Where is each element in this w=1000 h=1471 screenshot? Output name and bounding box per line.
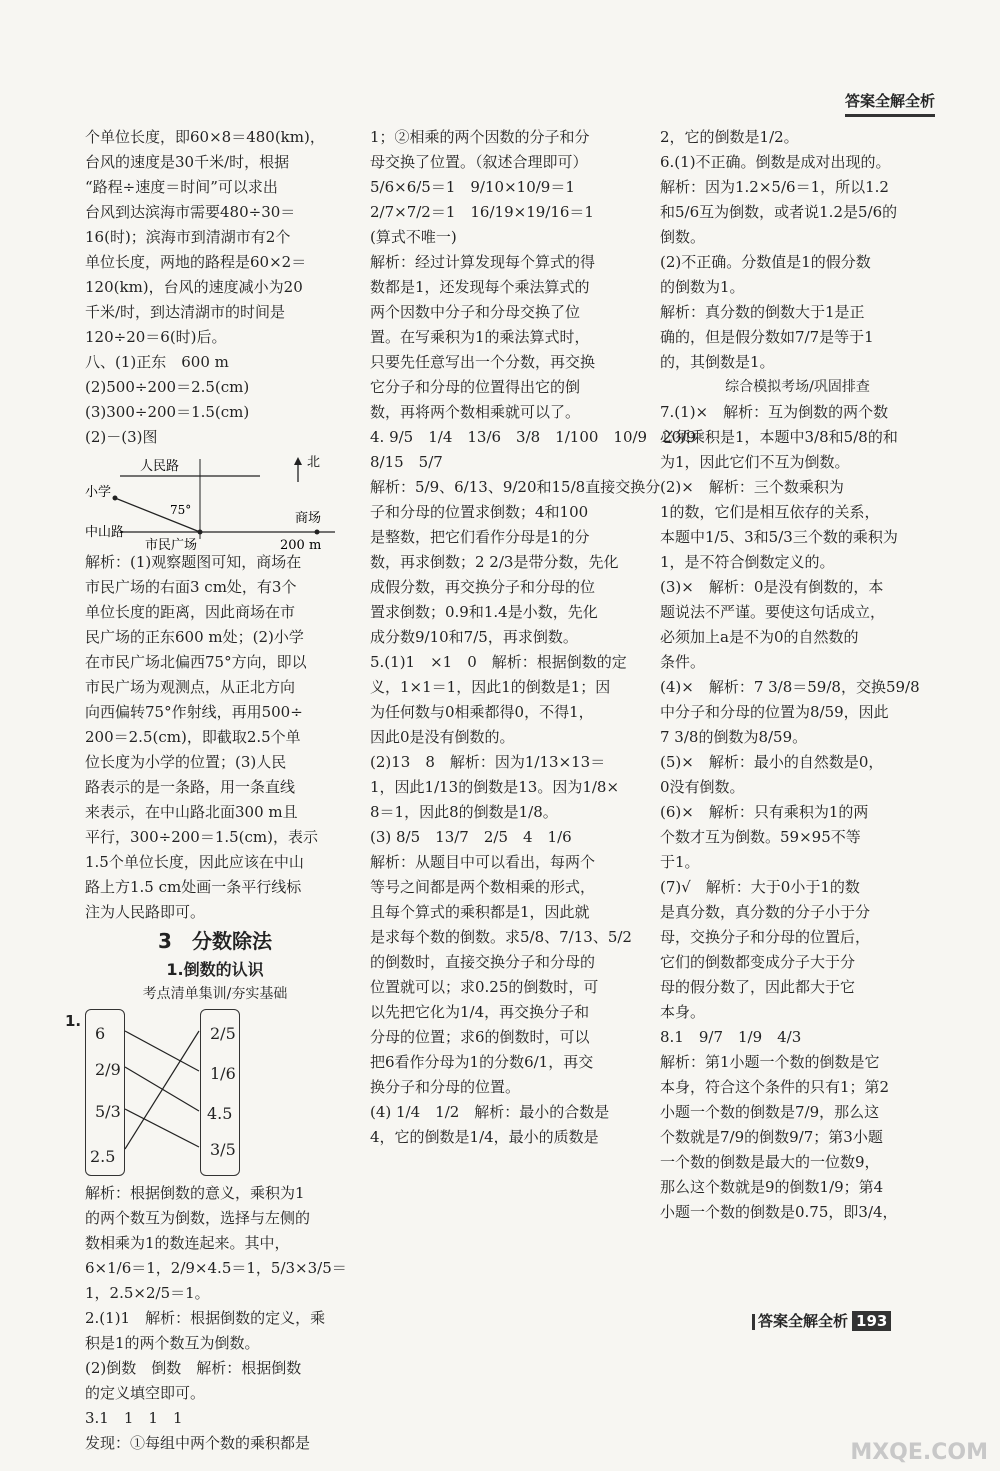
left-item: 2.5 [90, 1147, 116, 1166]
explanation-line: 是求每个数的倒数。求5/8、7/13、5/2 [370, 928, 632, 946]
question-7-line: 为1，因此它们不互为倒数。 [660, 453, 850, 471]
text-line: 2，它的倒数是1/2。 [660, 128, 799, 146]
text-line: 个单位长度，即60×8＝480(km)， [85, 128, 325, 146]
left-item: 5/3 [95, 1102, 121, 1121]
question-1-number: 1. [65, 1012, 82, 1030]
question-6-line: 的，其倒数是1。 [660, 353, 775, 371]
question-7-line: 本身。 [660, 1003, 706, 1021]
label-mall: 商场 [295, 511, 322, 526]
question-7-line: 于1。 [660, 853, 700, 871]
question-5-line: (3) 8/5 13/7 2/5 4 1/6 [370, 828, 572, 846]
text-line: 单位长度，两地的路程是60×2＝ [85, 253, 307, 271]
question-7-line: (4)× 解析：7 3/8＝59/8，交换59/8 [660, 678, 920, 696]
question-5-line: 1，因此1/13的倒数是13。因为1/8× [370, 778, 620, 796]
question-7-line: (2)× 解析：三个数乘积为 [660, 478, 844, 496]
explanation-line: 数相乘为1的数连起来。其中， [85, 1234, 290, 1252]
question-6-line: 的倒数为1。 [660, 278, 745, 296]
explanation-line: 本身，符合这个条件的只有1；第2 [660, 1078, 890, 1096]
explanation-line: 位置就可以；求0.25的倒数时，可 [370, 978, 599, 996]
question-7-line: 本题中1/5、3和5/3三个数的乘积为 [660, 528, 898, 546]
explanation-line: 等号之间都是两个数相乘的形式， [370, 878, 596, 896]
text-line: 台风到达滨海市需要480÷30＝ [85, 203, 296, 221]
explanation-line: 置。在写乘积为1的乘法算式时， [370, 328, 590, 346]
explanation-line: 一个数的倒数是最大的一位数9， [660, 1153, 880, 1171]
question-7-line: 必须加上a是不为0的自然数的 [660, 628, 859, 646]
question-7-line: 1，是不符合倒数定义的。 [660, 553, 835, 571]
explanation-line: 解析：根据倒数的意义，乘积为1 [85, 1184, 305, 1202]
footer-bar-icon [752, 1314, 755, 1330]
explanation-line: 它分子和分母的位置得出它的倒 [370, 378, 581, 396]
explanation-line: 民广场的正东600 m处；(2)小学 [85, 628, 304, 646]
explanation-line: 的倒数时，直接交换分子和分母的 [370, 953, 596, 971]
text-line: 16(时)；滨海市到清湖市有2个 [85, 228, 291, 246]
explanation-line: 以先把它化为1/4，再交换分子和 [370, 1003, 590, 1021]
exercise-tag: 综合模拟考场/巩固排查 [725, 379, 870, 395]
question-6-line: 倒数。 [660, 228, 706, 246]
question-3-line: 发现：①每组中两个数的乘积都是 [85, 1434, 311, 1452]
explanation-line: 解析：经过计算发现每个算式的得 [370, 253, 596, 271]
explanation-line: 只要先任意写出一个分数，再交换 [370, 353, 596, 371]
explanation-line: 来表示，在中山路北面300 m且 [85, 803, 298, 821]
label-renmin-road: 人民路 [140, 459, 180, 474]
question-7-line: (3)× 解析：0是没有倒数的，本 [660, 578, 884, 596]
explanation-line: 数，再求倒数；2 2/3是带分数，先化 [370, 553, 619, 571]
right-item: 4.5 [207, 1104, 233, 1123]
question-6-line: 解析：真分数的倒数大于1是正 [660, 303, 865, 321]
header-title: 答案全解全析 [845, 90, 935, 117]
explanation-line: 向西偏转75°作射线，再用500÷ [85, 703, 303, 721]
question-7-line: 中分子和分母的位置为8/59，因此 [660, 703, 889, 721]
map-diagram [85, 454, 345, 553]
explanation-line: 小题一个数的倒数是0.75，即3/4， [660, 1203, 898, 1221]
explanation-line: 且每个算式的乘积都是1，因此就 [370, 903, 590, 921]
explanation-line: 子和分母的位置求倒数；4和100 [370, 503, 589, 521]
explanation-line: 市民广场的右面3 cm处，有3个 [85, 578, 297, 596]
question-6-line: 解析：因为1.2×5/6＝1，所以1.2 [660, 178, 889, 196]
school-point [113, 496, 118, 501]
matching-exercise [65, 1009, 345, 1179]
label-square: 市民广场 [145, 538, 198, 553]
explanation-line: 解析：5/9、6/13、9/20和15/8直接交换分 [370, 478, 661, 496]
question-8-line: (2)500÷200＝2.5(cm) [85, 378, 250, 396]
question-7-line: 1的数，它们是相互依存的关系， [660, 503, 880, 521]
question-6-line: 确的，但是假分数如7/7是等于1 [660, 328, 874, 346]
explanation-line: 成假分数，再交换分子和分母的位 [370, 578, 596, 596]
explanation-line: 注为人民路即可。 [85, 903, 206, 921]
match-line [125, 1109, 199, 1147]
question-4-line: 4. 9/5 1/4 13/6 3/8 1/100 10/9 20/9 [370, 428, 696, 446]
equation-line: 2/7×7/2＝1 16/19×19/16＝1 [370, 203, 594, 221]
question-7-line: 个数才互为倒数。59×95不等 [660, 828, 861, 846]
label-north: 北 [307, 455, 321, 470]
column-3 [660, 125, 935, 1225]
question-7-line: 7.(1)× 解析：互为倒数的两个数 [660, 403, 889, 421]
text-line: 千米/时，到达清湖市的时间是 [85, 303, 286, 321]
section-title: 3 分数除法 [158, 929, 272, 953]
explanation-line: 的两个数互为倒数，选择与左侧的 [85, 1209, 311, 1227]
question-7-line: 它们的倒数都变成分子大于分 [660, 953, 856, 971]
text-line: “路程÷速度＝时间”可以求出 [85, 178, 278, 196]
question-7-line: 母的假分数了，因此都大于它 [660, 978, 856, 996]
explanation-line: 换分子和分母的位置。 [370, 1078, 521, 1096]
watermark: MXQE.COM [850, 1440, 988, 1465]
explanation-line: 路上方1.5 cm处画一条平行线标 [85, 878, 302, 896]
question-5-line: 因此0是没有倒数的。 [370, 728, 515, 746]
question-5-line: (4) 1/4 1/2 解析：最小的合数是 [370, 1103, 610, 1121]
explanation-line: 成分数9/10和7/5，再求倒数。 [370, 628, 578, 646]
question-8-line: (2)－(3)图 [85, 428, 158, 446]
text-line: 1；②相乘的两个因数的分子和分 [370, 128, 590, 146]
question-7-line: (5)× 解析：最小的自然数是0， [660, 753, 884, 771]
label-angle: 75° [170, 503, 192, 517]
question-5-line: 4，它的倒数是1/4，最小的质数是 [370, 1128, 599, 1146]
explanation-line: 数都是1，还发现每个乘法算式的 [370, 278, 590, 296]
question-2-line: 2.(1)1 解析：根据倒数的定义，乘 [85, 1309, 326, 1327]
explanation-line: 路表示的是一条路，用一条直线 [85, 778, 296, 796]
label-school: 小学 [85, 485, 112, 500]
explanation-line: 1，2.5×2/5＝1。 [85, 1284, 210, 1302]
explanation-line: 市民广场为观测点，从正北方向 [85, 678, 296, 696]
question-8-line: 8.1 9/7 1/9 4/3 [660, 1028, 802, 1046]
explanation-line: 单位长度的距离，因此商场在市 [85, 603, 296, 621]
left-item: 2/9 [95, 1060, 121, 1079]
explanation-line: 在市民广场北偏西75°方向，即以 [85, 653, 307, 671]
explanation-line: 平行，300÷200＝1.5(cm)，表示 [85, 828, 319, 846]
explanation-line: 解析：从题目中可以看出，每两个 [370, 853, 596, 871]
question-7-line: 条件。 [660, 653, 706, 671]
question-7-line: 题说法不严谨。要使这句话成立， [660, 603, 886, 621]
text-line: (算式不唯一) [370, 228, 457, 246]
right-item: 2/5 [210, 1024, 236, 1043]
question-7-line: 0没有倒数。 [660, 778, 745, 796]
equation-line: 5/6×6/5＝1 9/10×10/9＝1 [370, 178, 575, 196]
right-item: 3/5 [210, 1140, 236, 1159]
left-item: 6 [95, 1024, 106, 1043]
explanation-line: 200＝2.5(cm)，即截取2.5个单 [85, 728, 301, 746]
question-7-line: 母，交换分子和分母的位置后， [660, 928, 871, 946]
question-2-line: 积是1的两个数互为倒数。 [85, 1334, 260, 1352]
text-line: 母交换了位置。（叙述合理即可） [370, 153, 588, 171]
square-point [198, 530, 203, 535]
exercise-tag: 考点清单集训/夯实基础 [142, 986, 288, 1002]
question-5-line: 为任何数与0相乘都得0，不得1， [370, 703, 594, 721]
text-line: 120÷20＝6(时)后。 [85, 328, 227, 346]
label-zhongshan-road: 中山路 [85, 525, 125, 540]
page-footer [752, 1310, 891, 1331]
text-line: 120(km)，台风的速度减小为20 [85, 278, 303, 296]
explanation-line: 小题一个数的倒数是7/9，那么这 [660, 1103, 880, 1121]
explanation-line: 6×1/6＝1，2/9×4.5＝1，5/3×3/5＝ [85, 1259, 347, 1277]
explanation-line: 那么这个数就是9的倒数1/9；第4 [660, 1178, 884, 1196]
question-7-line: (6)× 解析：只有乘积为1的两 [660, 803, 869, 821]
explanation-line: 把6看作分母为1的分数6/1，再交 [370, 1053, 594, 1071]
map-svg [85, 454, 345, 553]
explanation-line: 位长度为小学的位置；(3)人民 [85, 753, 287, 771]
question-6-line: 6.(1)不正确。倒数是成对出现的。 [660, 153, 891, 171]
question-6-line: (2)不正确。分数值是1的假分数 [660, 253, 871, 271]
text-line: 台风的速度是30千米/时，根据 [85, 153, 290, 171]
question-2-line: (2)倒数 倒数 解析：根据倒数 [85, 1359, 302, 1377]
page-number: 193 [852, 1311, 891, 1331]
subsection-title: 1.倒数的认识 [166, 960, 264, 979]
matching-lines [85, 1009, 245, 1179]
explanation-line: 1.5个单位长度，因此应该在中山 [85, 853, 304, 871]
question-6-line: 和5/6互为倒数，或者说1.2是5/6的 [660, 203, 898, 221]
explanation-line: 两个因数中分子和分母交换了位 [370, 303, 581, 321]
explanation-line: 置求倒数；0.9和1.4是小数，先化 [370, 603, 598, 621]
question-8-line: (3)300÷200＝1.5(cm) [85, 403, 250, 421]
label-distance: 200 m [280, 538, 322, 553]
explanation-line: 是整数，把它们看作分母是1的分 [370, 528, 590, 546]
explanation-line: 分母的位置；求6的倒数时，可以 [370, 1028, 590, 1046]
question-5-line: (2)13 8 解析：因为1/13×13＝ [370, 753, 606, 771]
right-item: 1/6 [210, 1064, 236, 1083]
question-5-line: 5.(1)1 ×1 0 解析：根据倒数的定 [370, 653, 627, 671]
match-line [125, 1031, 199, 1149]
column-1 [65, 125, 347, 1456]
question-8-line: 八、(1)正东 600 m [85, 353, 229, 371]
question-7-line: (7)√ 解析：大于0小于1的数 [660, 878, 860, 896]
explanation-line: 数，再将两个数相乘就可以了。 [370, 403, 581, 421]
north-arrow-head-icon [294, 457, 302, 465]
explanation-line: 解析：第1小题一个数的倒数是它 [660, 1053, 880, 1071]
match-line [125, 1031, 199, 1071]
question-3-line: 3.1 1 1 1 [85, 1409, 183, 1427]
question-4-line: 8/15 5/7 [370, 453, 443, 471]
mall-point [315, 530, 320, 535]
question-7-line: 是真分数，真分数的分子小于分 [660, 903, 871, 921]
explanation-line: 个数就是7/9的倒数9/7；第3小题 [660, 1128, 883, 1146]
footer-label: 答案全解全析 [758, 1312, 849, 1330]
question-2-line: 的定义填空即可。 [85, 1384, 206, 1402]
question-5-line: 义，1×1＝1，因此1的倒数是1；因 [370, 678, 611, 696]
explanation-line: 解析：(1)观察题图可知，商场在 [85, 553, 302, 571]
question-7-line: 7 3/8的倒数为8/59。 [660, 728, 808, 746]
question-7-line: 必须乘积是1，本题中3/8和5/8的和 [660, 428, 898, 446]
question-5-line: 8＝1，因此8的倒数是1/8。 [370, 803, 558, 821]
